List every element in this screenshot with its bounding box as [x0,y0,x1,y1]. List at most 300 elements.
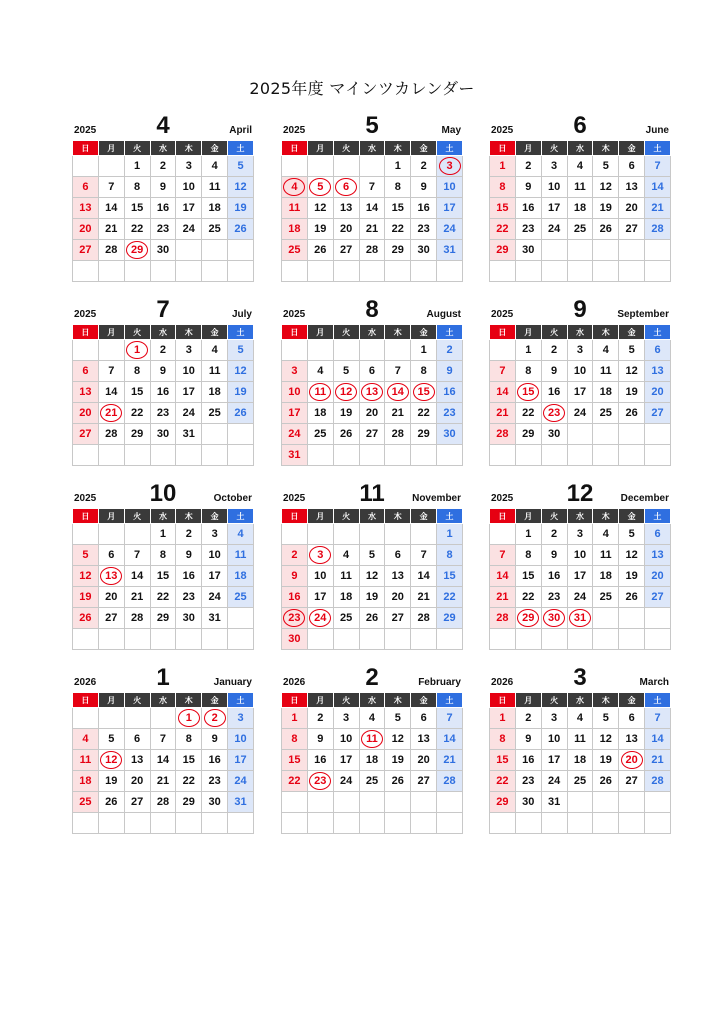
day-cell [645,198,671,219]
day-cell [541,219,567,240]
day-number: 23 [443,407,456,419]
week-row [73,219,254,240]
day-number: 6 [134,733,141,745]
day-number: 28 [105,428,118,440]
month-header [72,664,254,692]
week-row [282,708,463,729]
day-number: 18 [599,570,612,582]
day-number: 22 [417,407,430,419]
day-cell [541,587,567,608]
day-cell [282,198,308,219]
empty-cell [73,340,99,361]
day-cell [567,156,593,177]
day-cell [98,219,124,240]
empty-cell [359,524,385,545]
empty-cell [124,813,150,834]
month-english-name: May [441,125,461,136]
weekday-header: 水 [567,325,593,340]
day-number: 7 [499,549,506,561]
day-number: 26 [234,407,247,419]
empty-cell [645,445,671,466]
day-number: 5 [602,160,609,172]
week-row [73,608,254,629]
empty-cell [150,708,176,729]
day-cell [333,771,359,792]
holiday-day-cell [98,566,124,587]
day-cell [437,219,463,240]
day-number: 10 [234,733,247,745]
day-cell [515,198,541,219]
month-header [72,480,254,508]
day-number: 24 [547,775,561,787]
day-cell [124,608,150,629]
day-number: 13 [361,383,383,401]
empty-cell [490,340,516,361]
day-cell [437,771,463,792]
day-cell [124,566,150,587]
day-number: 2 [525,160,532,172]
day-number: 25 [599,407,612,419]
empty-cell [385,261,411,282]
day-number: 7 [108,181,115,193]
day-cell [619,587,645,608]
day-number: 7 [420,549,427,561]
day-number: 25 [365,775,379,787]
day-cell [515,708,541,729]
day-cell [619,524,645,545]
weekday-header: 木 [593,141,619,156]
day-cell [437,240,463,261]
day-number: 9 [551,549,558,561]
day-number: 24 [208,591,221,603]
day-cell [385,545,411,566]
empty-cell [359,629,385,650]
holiday-day-cell [333,177,359,198]
day-cell [593,729,619,750]
empty-cell [593,608,619,629]
empty-cell [124,629,150,650]
day-number: 2 [551,344,558,356]
empty-cell [593,424,619,445]
empty-cell [567,813,593,834]
holiday-day-cell [619,750,645,771]
holiday-day-cell [202,708,228,729]
day-cell [228,361,254,382]
day-number: 7 [159,733,167,745]
day-cell [176,587,202,608]
week-row [73,198,254,219]
day-cell [228,219,254,240]
day-cell [282,361,308,382]
day-cell [307,240,333,261]
empty-cell [73,524,99,545]
empty-cell [176,445,202,466]
day-cell [619,708,645,729]
day-number: 31 [443,244,456,256]
day-cell [150,219,176,240]
month-header [281,296,463,324]
day-number: 17 [339,754,353,766]
day-number: 28 [496,428,509,440]
day-number: 19 [599,202,612,214]
empty-cell [228,608,254,629]
weekday-header: 月 [307,141,333,156]
month-year: 2025 [283,125,306,136]
weekday-header: 日 [73,509,99,524]
empty-cell [645,813,671,834]
day-cell [359,198,385,219]
empty-cell [359,792,385,813]
week-row [490,813,671,834]
week-row [490,219,671,240]
day-number: 6 [368,365,376,377]
day-number: 23 [543,404,565,422]
week-row [73,524,254,545]
day-cell [282,219,308,240]
day-cell [593,382,619,403]
day-cell [593,198,619,219]
day-cell [567,403,593,424]
holiday-day-cell [385,382,411,403]
day-number: 21 [443,754,456,766]
empty-cell [307,792,333,813]
holiday-day-cell [282,177,308,198]
day-number: 25 [314,428,327,440]
empty-cell [645,261,671,282]
day-cell [515,403,541,424]
day-number: 25 [573,223,587,235]
day-number: 6 [628,160,635,172]
day-cell [619,382,645,403]
day-cell [98,545,124,566]
day-cell [437,198,463,219]
day-number: 12 [365,570,379,582]
day-cell [176,750,202,771]
day-cell [73,361,99,382]
day-cell [228,177,254,198]
week-row [490,382,671,403]
empty-cell [333,156,359,177]
day-number: 17 [234,754,247,766]
day-number: 9 [525,181,532,193]
holiday-day-cell [307,545,333,566]
day-number: 16 [417,202,430,214]
weekday-header: 火 [124,509,150,524]
day-cell [176,771,202,792]
empty-cell [202,261,228,282]
month-number: 2 [365,664,379,691]
day-cell [98,792,124,813]
day-number: 23 [156,407,170,419]
day-number: 10 [573,549,587,561]
day-number: 10 [339,733,353,745]
empty-cell [124,445,150,466]
month-table [489,324,671,466]
day-number: 8 [394,181,401,193]
day-cell [202,608,228,629]
day-number: 9 [185,549,192,561]
month-calendar [72,480,254,650]
day-number: 22 [156,591,170,603]
month-table [281,140,463,282]
empty-cell [228,629,254,650]
weekday-header: 日 [282,141,308,156]
day-number: 8 [159,549,167,561]
day-number: 11 [361,730,383,748]
day-number: 30 [288,633,301,645]
day-number: 23 [547,591,561,603]
weekday-header: 火 [333,693,359,708]
day-cell [333,566,359,587]
day-cell [333,608,359,629]
month-table [72,324,254,466]
empty-cell [202,424,228,445]
day-number: 2 [420,160,427,172]
empty-cell [98,445,124,466]
day-number: 28 [156,796,170,808]
weekday-header: 月 [307,325,333,340]
week-row [282,261,463,282]
weekday-header: 木 [593,693,619,708]
day-number: 27 [79,244,92,256]
day-cell [176,566,202,587]
day-cell [228,545,254,566]
weekday-header: 月 [98,693,124,708]
day-number: 24 [547,223,561,235]
day-number: 19 [234,202,247,214]
day-cell [541,545,567,566]
empty-cell [515,813,541,834]
weekday-header: 火 [541,693,567,708]
weekday-header: 日 [73,141,99,156]
weekday-header: 土 [228,325,254,340]
day-cell [202,587,228,608]
day-cell [490,403,516,424]
day-number: 24 [288,428,301,440]
empty-cell [150,445,176,466]
day-number: 26 [625,591,638,603]
day-number: 5 [309,178,331,196]
week-row [73,629,254,650]
empty-cell [567,240,593,261]
day-number: 4 [237,528,244,540]
day-number: 15 [413,383,435,401]
weekday-header: 日 [282,325,308,340]
empty-cell [619,792,645,813]
day-number: 8 [499,181,506,193]
month-number: 3 [573,664,587,691]
day-cell [176,382,202,403]
day-cell [150,771,176,792]
day-number: 2 [291,549,298,561]
weekday-header: 金 [619,509,645,524]
day-number: 8 [291,733,298,745]
holiday-day-cell [411,382,437,403]
day-cell [437,750,463,771]
day-cell [515,524,541,545]
day-number: 23 [522,775,535,787]
empty-cell [202,240,228,261]
weekday-header: 金 [619,325,645,340]
month-english-name: December [620,493,669,504]
month-calendar [489,112,671,282]
day-number: 12 [625,549,638,561]
month-calendar [489,296,671,466]
weekday-header: 水 [359,141,385,156]
holiday-day-cell [359,382,385,403]
empty-cell [73,156,99,177]
day-number: 12 [314,202,327,214]
empty-cell [411,524,437,545]
day-number: 21 [130,591,144,603]
day-cell [490,177,516,198]
weekday-header: 木 [176,509,202,524]
weekday-header: 月 [98,509,124,524]
day-cell [515,361,541,382]
day-number: 12 [100,751,122,769]
month-header [489,480,671,508]
month-table [281,324,463,466]
week-row [282,403,463,424]
day-cell [73,729,99,750]
day-cell [150,545,176,566]
empty-cell [359,813,385,834]
day-number: 16 [156,202,170,214]
month-number: 12 [566,480,594,507]
day-number: 16 [314,754,327,766]
day-number: 18 [599,386,612,398]
day-number: 11 [340,570,352,582]
empty-cell [150,261,176,282]
day-number: 26 [339,428,353,440]
day-cell [515,750,541,771]
day-cell [359,587,385,608]
empty-cell [437,629,463,650]
month-year: 2025 [283,493,306,504]
day-cell [228,708,254,729]
day-cell [98,177,124,198]
day-number: 18 [208,386,221,398]
day-number: 1 [499,160,506,172]
empty-cell [541,240,567,261]
day-number: 27 [365,428,379,440]
day-cell [541,177,567,198]
week-row [282,545,463,566]
empty-cell [176,813,202,834]
month-table [281,508,463,650]
day-number: 11 [288,202,301,214]
day-cell [98,424,124,445]
day-cell [176,729,202,750]
day-cell [359,240,385,261]
day-number: 9 [291,570,298,582]
day-number: 22 [130,223,144,235]
day-cell [307,403,333,424]
month-number: 6 [573,112,587,139]
day-cell [98,587,124,608]
day-number: 26 [599,775,612,787]
day-number: 17 [573,570,587,582]
day-number: 8 [134,365,141,377]
day-cell [645,340,671,361]
empty-cell [333,629,359,650]
weekday-header: 木 [593,325,619,340]
month-year: 2026 [283,677,306,688]
empty-cell [385,813,411,834]
day-number: 15 [156,570,170,582]
week-row [490,566,671,587]
weekday-header: 木 [385,141,411,156]
day-cell [202,771,228,792]
day-cell [359,403,385,424]
day-cell [437,361,463,382]
day-cell [282,403,308,424]
weekday-header: 水 [150,509,176,524]
empty-cell [619,813,645,834]
day-number: 7 [368,181,376,193]
week-row [282,382,463,403]
month-table [72,508,254,650]
day-number: 27 [625,223,638,235]
day-number: 7 [134,549,141,561]
empty-cell [98,156,124,177]
day-cell [176,340,202,361]
day-number: 17 [288,407,301,419]
day-number: 25 [234,591,247,603]
day-number: 18 [573,202,587,214]
day-number: 6 [654,528,661,540]
weekday-header: 土 [437,141,463,156]
weekday-header: 土 [437,509,463,524]
day-number: 22 [496,223,509,235]
day-cell [490,771,516,792]
week-row [282,813,463,834]
day-number: 18 [365,754,379,766]
week-row [490,708,671,729]
day-cell [490,608,516,629]
empty-cell [202,445,228,466]
day-cell [437,424,463,445]
day-number: 4 [576,160,584,172]
weekday-header: 木 [385,693,411,708]
weekday-header: 火 [541,141,567,156]
day-number: 20 [391,591,404,603]
month-year: 2025 [74,125,97,136]
empty-cell [73,629,99,650]
day-number: 10 [288,386,301,398]
weekday-header: 火 [333,141,359,156]
day-number: 8 [134,181,141,193]
day-number: 6 [394,549,401,561]
day-cell [645,708,671,729]
empty-cell [385,524,411,545]
holiday-day-cell [515,382,541,403]
day-number: 11 [208,365,221,377]
day-cell [567,750,593,771]
week-row [73,156,254,177]
day-number: 13 [100,567,122,585]
day-cell [202,156,228,177]
day-cell [202,177,228,198]
day-number: 10 [573,365,587,377]
day-cell [437,340,463,361]
day-number: 14 [130,570,144,582]
day-number: 21 [496,407,509,419]
day-number: 27 [130,796,144,808]
day-cell [515,771,541,792]
empty-cell [567,261,593,282]
day-cell [359,566,385,587]
